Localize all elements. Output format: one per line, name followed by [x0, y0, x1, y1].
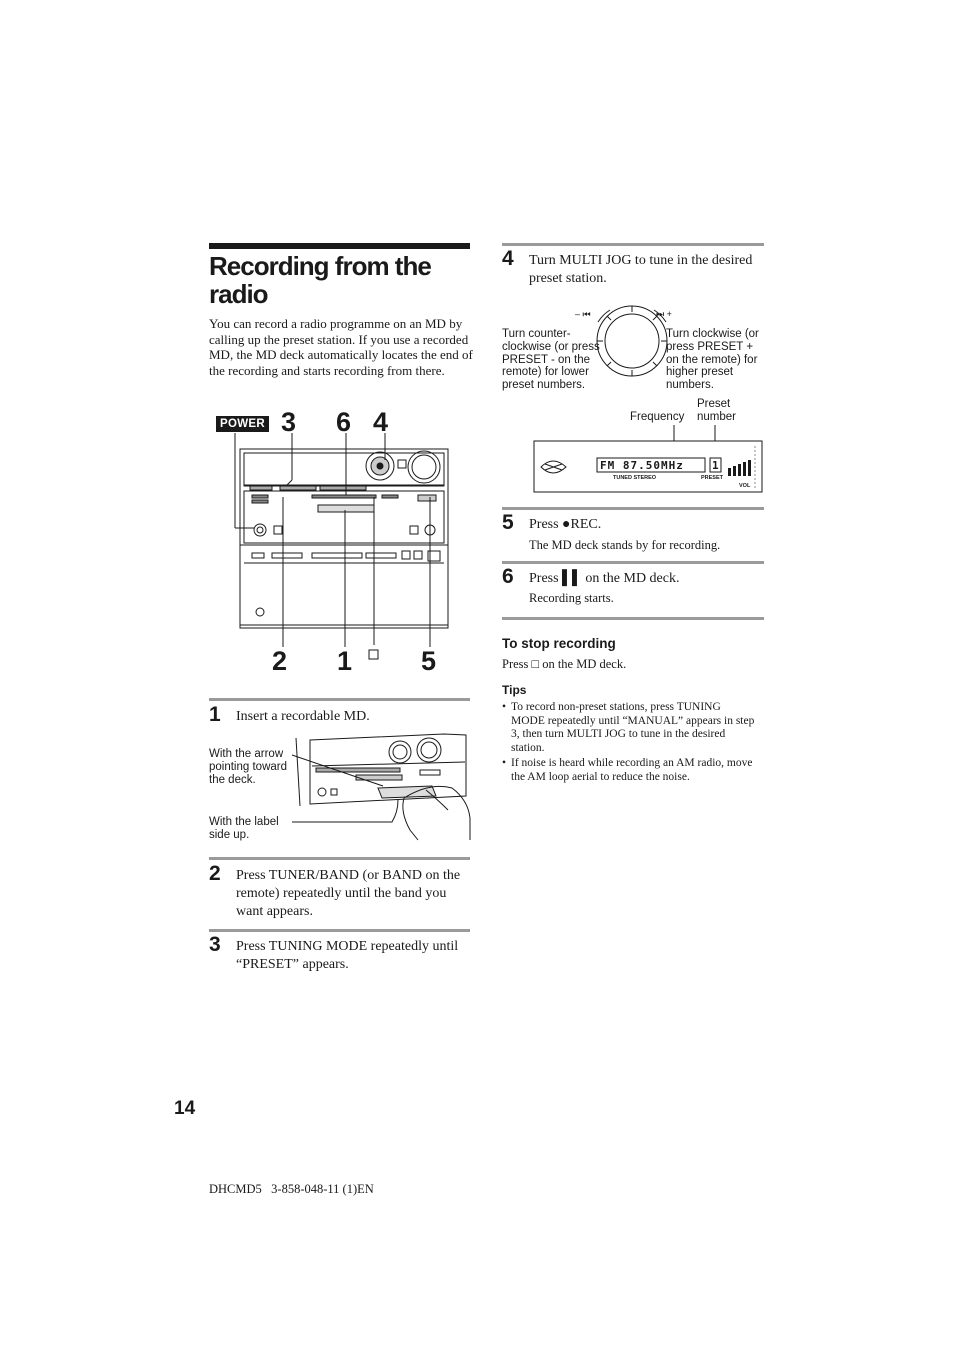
- display-vol-tag: VOL: [739, 483, 751, 489]
- step-6-number: 6: [502, 565, 514, 588]
- step-5-rule: [502, 507, 764, 510]
- jog-plus-label: ⏭ +: [656, 309, 672, 319]
- page-number: 14: [174, 1098, 196, 1119]
- display-preset-tag: PRESET: [701, 475, 724, 481]
- stop-text: Press □ on the MD deck.: [502, 657, 627, 671]
- display-preset: 1: [712, 459, 719, 472]
- callout-number-6: 6: [336, 407, 352, 437]
- step-4-text: Turn MULTI JOG to tune in the desired preset station.: [529, 253, 753, 286]
- step-5-subtext: The MD deck stands by for recording.: [529, 538, 721, 552]
- tips-bullet: •: [502, 701, 507, 713]
- label-callout: With the label side up.: [209, 816, 279, 841]
- footer-code: DHCMD5 3-858-048-11 (1)EN: [209, 1182, 374, 1196]
- intro-paragraph: You can record a radio programme on an MD by calling up the preset station. If you use a recorded MD, the MD deck automatically locates the end of the recording and starts recording from there.: [209, 316, 473, 378]
- callout-number-3: 3: [281, 407, 297, 437]
- stop-heading: To stop recording: [502, 636, 616, 651]
- step-1-text: Insert a recordable MD.: [236, 709, 370, 724]
- arrow-callout: With the arrow pointing toward the deck.: [209, 748, 287, 786]
- step-6-rule: [502, 561, 764, 564]
- step-4-number: 4: [502, 247, 514, 270]
- counter-clockwise-callout: Turn counter-clockwise (or press PRESET - on the remote) for lower preset numbers.: [502, 328, 600, 392]
- jog-minus-label: – ⏮: [575, 309, 591, 319]
- display-frequency: FM 87.50MHz: [600, 459, 684, 472]
- step-5-number: 5: [502, 511, 514, 534]
- step-2-number: 2: [209, 862, 221, 885]
- clockwise-callout: Turn clockwise (or press PRESET + on the remote) for higher preset numbers.: [666, 328, 759, 392]
- tip-1: To record non-preset stations, press TUNING MODE repeatedly until “MANUAL” appears in step 3, then turn MULTI JOG to tune in the desired station.: [511, 701, 755, 754]
- callout-number-2: 2: [272, 646, 288, 676]
- callout-number-4: 4: [373, 407, 389, 437]
- step-1-number: 1: [209, 703, 221, 726]
- display-tuned-stereo: TUNED STEREO: [613, 475, 657, 481]
- step-6-text: Press ▌▌ on the MD deck.: [529, 571, 680, 586]
- steps-end-rule: [502, 617, 764, 620]
- callout-number-1: 1: [337, 646, 353, 676]
- step-5-text: Press ●REC.: [529, 517, 602, 532]
- tip-2: If noise is heard while recording an AM radio, move the AM loop aerial to reduce the noise.: [511, 757, 753, 783]
- step-2-text: Press TUNER/BAND (or BAND on the remote) repeatedly until the band you want appears.: [236, 868, 461, 919]
- page-title: Recording from the radio: [209, 251, 431, 309]
- step-3-number: 3: [209, 933, 221, 956]
- tips-heading: Tips: [502, 683, 527, 697]
- frequency-label: Frequency: [630, 411, 685, 423]
- tips-bullet: •: [502, 757, 507, 769]
- step-3-text: Press TUNING MODE repeatedly until “PRESET” appears.: [236, 939, 459, 972]
- callout-number-5: 5: [421, 646, 437, 676]
- power-label: POWER: [216, 416, 269, 432]
- step-6-subtext: Recording starts.: [529, 591, 614, 605]
- preset-number-label: Preset number: [697, 398, 736, 423]
